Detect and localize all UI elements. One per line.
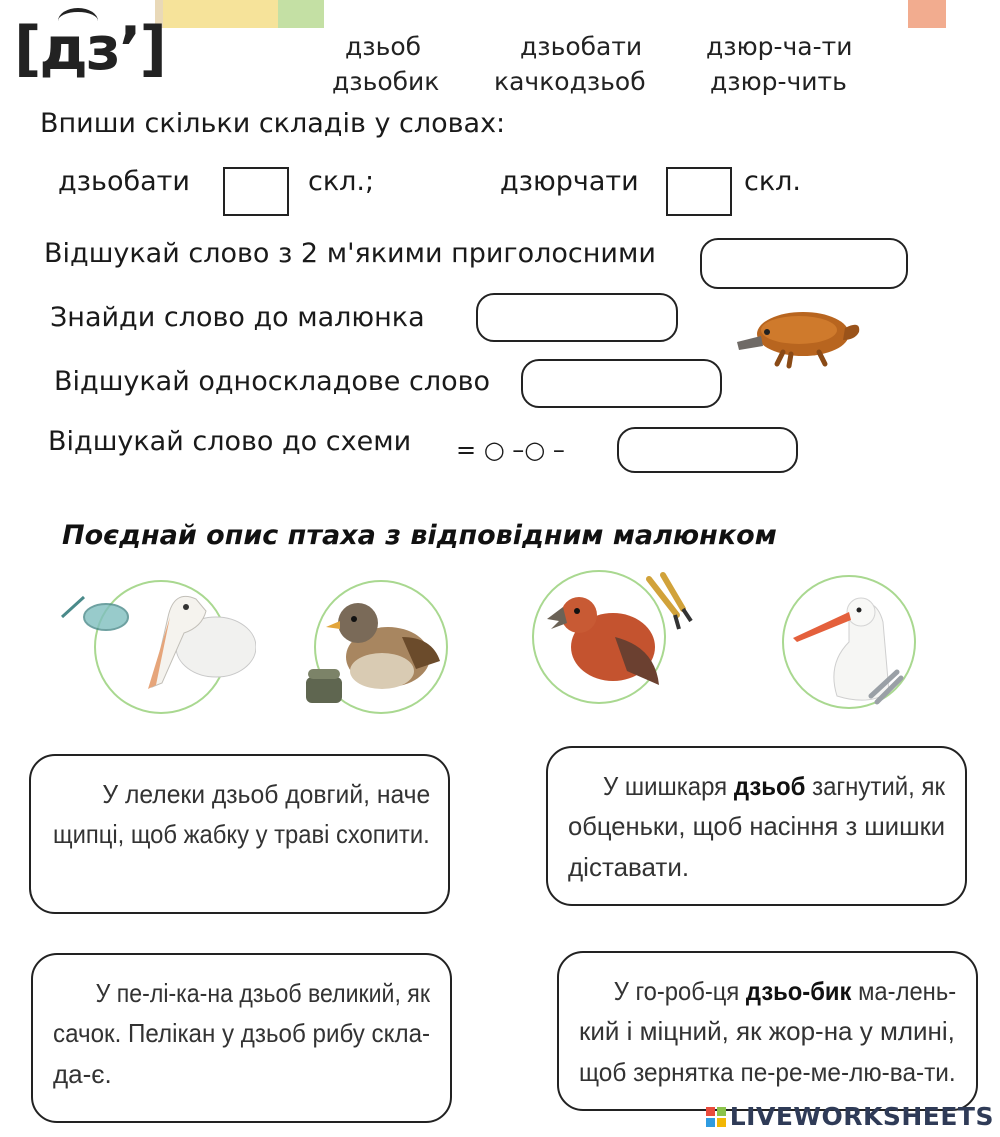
card-sparrow-line-2: кий і міцний, як жор-на у млині, <box>579 1016 955 1047</box>
card-sparrow-line-1 <box>579 971 957 1011</box>
pelican-picture[interactable] <box>94 580 228 714</box>
syllables-input-2[interactable] <box>666 167 732 216</box>
header-strip-green <box>278 0 324 28</box>
syllables-input-1[interactable] <box>223 167 289 216</box>
word-kachkodzob: качкодзьоб <box>494 67 646 96</box>
platypus-image <box>733 302 863 370</box>
card-sparrow-bold: дзьо-бик <box>745 976 852 1006</box>
task-monosyllable: Відшукай односкладове слово <box>54 366 491 397</box>
sparrow-picture[interactable] <box>314 580 448 714</box>
card-pelican-line-1: У пе-лі-ка-на дзьоб великий, як <box>95 978 430 1008</box>
crossbill-picture[interactable] <box>532 570 666 704</box>
stork-icon <box>779 572 929 722</box>
word-dziurchaty: дзюр-ча-ти <box>706 32 853 61</box>
card-crossbill[interactable] <box>546 746 967 906</box>
syllables-word-1: дзьобати <box>58 166 190 197</box>
word-dzobaty: дзьобати <box>520 32 643 61</box>
card-stork-line-1: У лелеки дзьоб довгий, наче <box>102 779 431 809</box>
answer-monosyllable[interactable] <box>521 359 722 408</box>
card-sparrow-post: ма-лень- <box>851 976 957 1006</box>
word-dzobyk: дзьобик <box>332 67 440 96</box>
liveworksheets-logo-icon <box>706 1107 726 1127</box>
header-strip-salmon <box>908 0 946 28</box>
crossbill-icon <box>529 567 699 717</box>
syllables-unit-1: скл.; <box>308 166 375 197</box>
liveworksheets-watermark <box>706 1102 994 1131</box>
card-crossbill-line-3: діставати. <box>568 851 690 882</box>
sparrow-icon <box>306 577 456 717</box>
card-crossbill-line-1 <box>568 766 945 806</box>
card-crossbill-post: загнутий, як <box>805 771 945 801</box>
word-dzob: дзьоб <box>345 32 422 61</box>
card-pelican-line-2: сачок. Пелікан у дзьоб рибу скла- <box>53 1018 431 1049</box>
card-sparrow[interactable] <box>557 951 978 1111</box>
syllable-scheme: = ○ –○ – <box>456 436 565 464</box>
stork-picture[interactable] <box>782 575 916 709</box>
task-soft-consonants: Відшукай слово з 2 м'якими приголосними <box>44 238 656 269</box>
answer-soft-consonants[interactable] <box>700 238 908 289</box>
liveworksheets-text: LIVEWORKSHEETS <box>729 1102 994 1131</box>
card-pelican[interactable] <box>31 953 452 1123</box>
sound-logo: [дз’] <box>14 14 165 84</box>
card-crossbill-line-2: обценьки, щоб насіння з шишки <box>568 811 946 842</box>
card-crossbill-pre: У шишкаря <box>603 771 734 801</box>
card-sparrow-pre: У го-роб-ця <box>613 976 746 1006</box>
word-dziurchyt: дзюр-чить <box>710 67 847 96</box>
task-scheme: Відшукай слово до схеми <box>48 426 412 457</box>
card-sparrow-line-3: щоб зернятка пе-ре-ме-лю-ва-ти. <box>579 1056 956 1087</box>
task-picture-word: Знайди слово до малюнка <box>50 302 425 333</box>
syllables-unit-2: скл. <box>744 166 801 197</box>
card-pelican-line-3: да-є. <box>53 1058 112 1089</box>
header-strip-yellow <box>163 0 278 28</box>
card-crossbill-bold: дзьоб <box>733 771 806 801</box>
pelican-icon <box>56 577 256 717</box>
syllables-word-2: дзюрчати <box>500 166 639 197</box>
answer-picture-word[interactable] <box>476 293 678 342</box>
syllables-title: Впиши скільки складів у словах: <box>40 108 506 139</box>
matching-title: Поєднай опис птаха з відповідним малюнком <box>62 520 777 551</box>
answer-scheme[interactable] <box>617 427 798 473</box>
card-stork[interactable] <box>29 754 450 914</box>
card-stork-line-2: щипці, щоб жабку у траві схопити. <box>53 819 430 850</box>
